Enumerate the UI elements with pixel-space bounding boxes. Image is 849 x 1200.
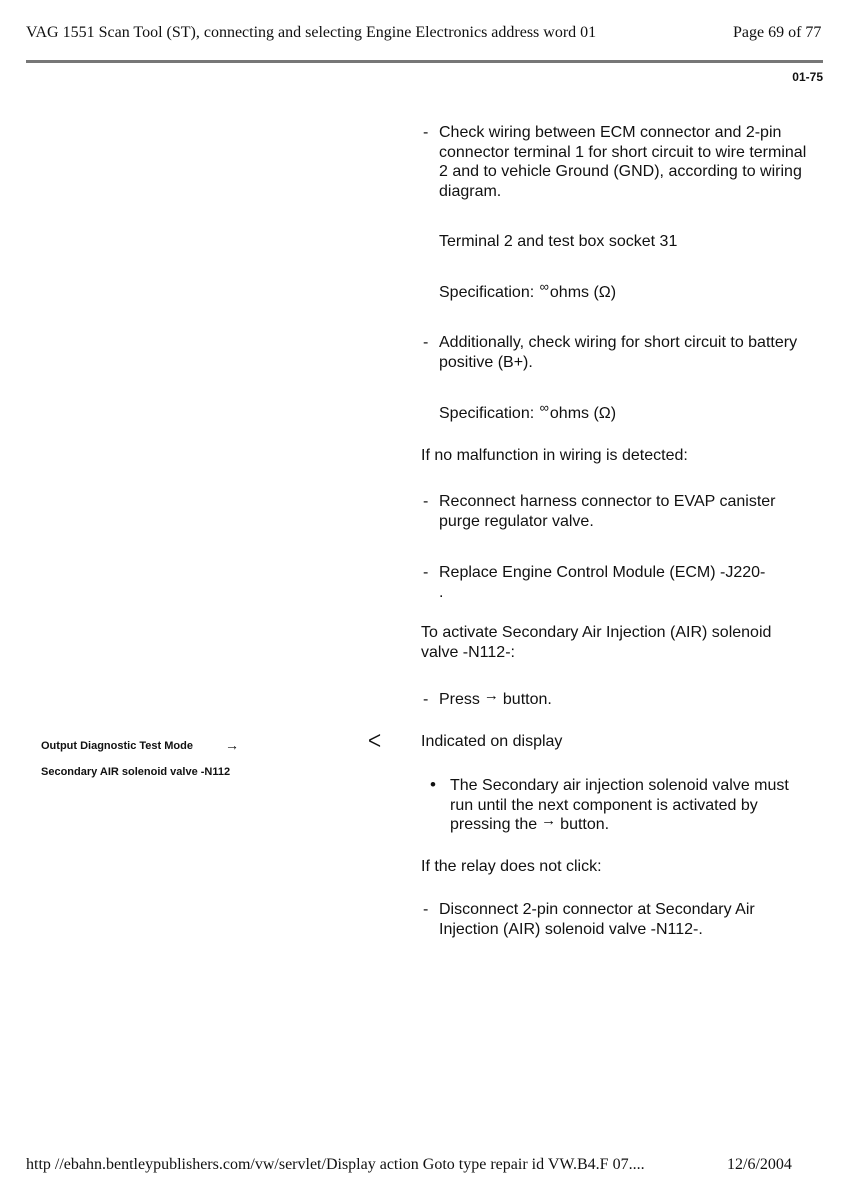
condition-no-malfunction: If no malfunction in wiring is detected: xyxy=(421,447,688,464)
press-text: Press xyxy=(439,691,480,708)
footer-url: http //ebahn.bentleypublishers.com/vw/servlet/Display action Goto type repair id VW.B4.F 07.... xyxy=(26,1156,645,1173)
spec-value: ohms (Ω) xyxy=(549,405,617,422)
step-text-continued: . xyxy=(439,583,444,601)
spec-label: Specification: xyxy=(439,284,535,301)
specification-2 xyxy=(423,400,813,424)
page-number: Page 69 of 77 xyxy=(733,24,822,41)
section-number: 01-75 xyxy=(792,70,823,84)
display-readout-line1: Output Diagnostic Test Mode xyxy=(41,740,193,752)
bullet-button-text: button. xyxy=(560,816,610,833)
spec-label: Specification: xyxy=(439,405,535,422)
dash-marker: - xyxy=(423,564,429,581)
step-press-button xyxy=(423,687,813,710)
step-text: Check wiring between ECM connector and 2-pin connector terminal 1 for short circuit to wire terminal 2 and to vehicle Ground (GND), according to wiring diagram. xyxy=(439,124,807,200)
infinity-icon: ∞ xyxy=(539,279,549,294)
dash-marker: - xyxy=(423,124,429,141)
step-text: Additionally, check wiring for short circuit to battery positive (B+). xyxy=(439,334,798,371)
dash-marker: - xyxy=(423,901,429,918)
bullet-icon: • xyxy=(430,775,436,794)
activate-air-heading: To activate Secondary Air Injection (AIR) solenoid valve -N112-: xyxy=(421,624,772,661)
arrow-right-icon: → xyxy=(225,737,239,753)
step-reconnect xyxy=(423,492,813,531)
dash-marker: - xyxy=(423,691,429,708)
display-readout-line2: Secondary AIR solenoid valve -N112 xyxy=(41,766,231,778)
step-text: Replace Engine Control Module (ECM) -J220- xyxy=(439,564,766,581)
spec-value: ohms (Ω) xyxy=(549,284,617,301)
specification-1 xyxy=(423,279,813,303)
step-check-battery xyxy=(423,333,813,372)
terminal-text: Terminal 2 and test box socket 31 xyxy=(439,233,678,250)
step-disconnect xyxy=(423,900,813,939)
dash-marker: - xyxy=(423,334,429,351)
step-replace-ecm xyxy=(423,563,813,602)
condition-relay: If the relay does not click: xyxy=(421,858,602,875)
document-title: VAG 1551 Scan Tool (ST), connecting and selecting Engine Electronics address word 01 xyxy=(26,24,597,41)
infinity-icon: ∞ xyxy=(539,400,549,415)
header-divider xyxy=(26,60,823,63)
step-text: Disconnect 2-pin connector at Secondary Air Injection (AIR) solenoid valve -N112-. xyxy=(439,901,755,938)
arrow-right-icon: → xyxy=(541,812,557,829)
footer-date: 12/6/2004 xyxy=(727,1156,792,1173)
dash-marker: - xyxy=(423,493,429,510)
step-text: Reconnect harness connector to EVAP canister purge regulator valve. xyxy=(439,493,776,530)
step-check-wiring xyxy=(423,123,813,201)
terminal-note xyxy=(423,232,813,252)
bullet-text: The Secondary air injection solenoid valve must run until the next component is activated by pressing the xyxy=(450,777,789,833)
indicated-on-display: Indicated on display xyxy=(421,733,563,750)
pointer-marker-icon: ᐸ xyxy=(368,731,382,751)
arrow-right-icon: → xyxy=(483,687,499,704)
button-text: button. xyxy=(502,691,552,708)
bullet-note xyxy=(430,776,810,835)
